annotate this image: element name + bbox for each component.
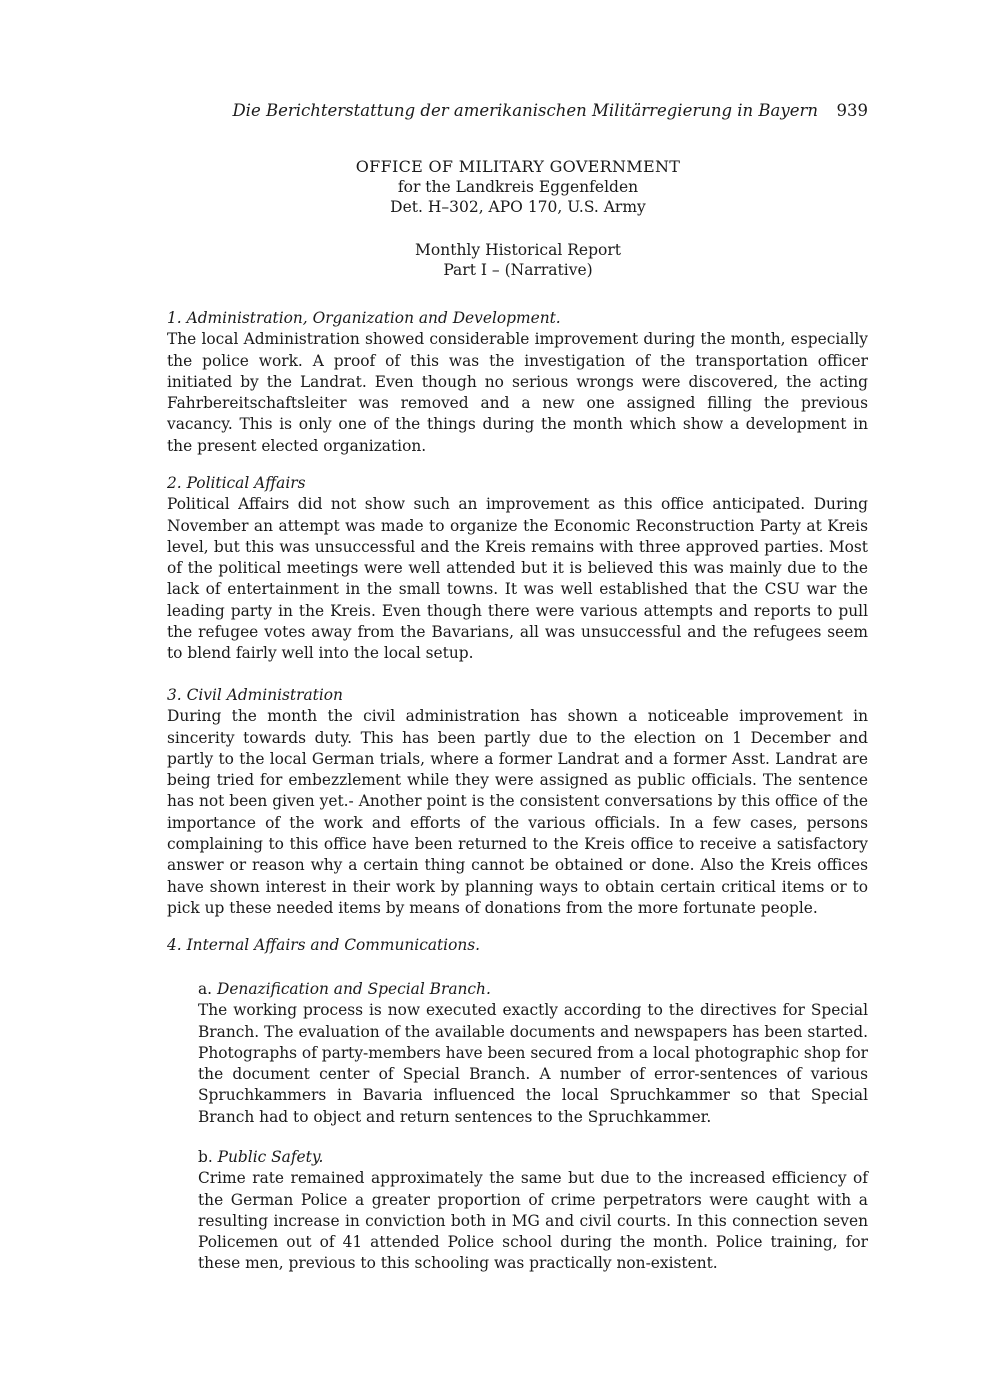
subsection-public-safety <box>198 1147 868 1275</box>
report-title <box>168 240 868 280</box>
section-heading: 2. Political Affairs <box>167 474 306 492</box>
subsection-label: b. <box>198 1148 213 1166</box>
subsection-body: Crime rate remained approximately the same but due to the increased efficiency of the German Police a greater proportion of crime perpetrators were caught with a resulting increase in conviction both in MG and civil courts. In this connection seven Policemen out of 41 attended Police school during the month. Police training, for these men, previous to this schooling was practically non-existent. <box>198 1169 868 1273</box>
office-detachment: Det. H–302, APO 170, U.S. Army <box>390 198 646 216</box>
section-political-affairs <box>167 473 868 665</box>
section-body: Political Affairs did not show such an improvement as this office anticipated. During November an attempt was made to organize the Economic Reconstruction Party at Kreis level, but this was unsuccessful and the Kreis remains with three approved parties. Most of the political meetings were well attended but it is believed this was mainly due to the lack of entertainment in the small towns. It was well established that the CSU war the leading party in the Kreis. Even though there were various attempts and reports to pull the refugee votes away from the Bavarians, all was unsuccessful and the refugees seem to blend fairly well into the local setup. <box>167 495 868 663</box>
subsection-heading <box>198 979 868 1000</box>
section-administration <box>167 308 868 457</box>
office-header <box>168 157 868 217</box>
subsection-denazification <box>198 979 868 1128</box>
section-body: The local Administration showed considerable improvement during the month, especially the police work. A proof of this was the investigation of the transportation officer initiated by the Landrat. Even though no serious wrongs were discovered, the acting Fahrbereitschaftsleiter was removed and a new one assigned filling the previous vacancy. This is only one of the things during the month which show a development in the present elected organization. <box>167 330 868 455</box>
subsection-heading <box>198 1147 868 1168</box>
section-civil-administration <box>167 685 868 919</box>
office-district: for the Landkreis Eggenfelden <box>397 178 639 196</box>
subsection-body: The working process is now executed exactly according to the directives for Special Branch. The evaluation of the available documents and newspapers has been started. Photographs of party-members have been secured from a local photographic shop for the document center of Special Branch. A number of error-sentences of various Spruchkammers in Bavaria influenced the local Spruchkammer so that Special Branch had to object and return sentences to the Spruchkammer. <box>198 1001 868 1126</box>
report-part: Part I – (Narrative) <box>443 261 593 279</box>
subsection-title: Denazification and Special Branch. <box>216 980 491 998</box>
running-title: Die Berichterstattung der amerikanischen Militärregierung in Bayern <box>232 101 818 120</box>
section-body: During the month the civil administration has shown a noticeable improvement in sincerity towards duty. This has been partly due to the election on 1 December and partly to the local German trials, where a former Landrat and a former Asst. Landrat are being tried for embezzlement while they were assigned as public officials. The sentence has not been given yet.- Another point is the consistent conversations by this office of the importance of the work and efforts of the various officials. In a few cases, persons complaining to this office have been returned to the Kreis office to receive a satisfactory answer or reason why a certain thing cannot be obtained or done. Also the Kreis offices have shown interest in their work by planning ways to obtain certain critical items or to pick up these needed items by means of donations from the more fortunate people. <box>167 707 868 917</box>
report-name: Monthly Historical Report <box>415 241 621 259</box>
section-heading: 1. Administration, Organization and Development. <box>167 309 561 327</box>
section-heading: 4. Internal Affairs and Communications. <box>167 936 481 954</box>
section-heading: 3. Civil Administration <box>167 686 343 704</box>
subsection-title: Public Safety. <box>217 1148 324 1166</box>
subsection-label: a. <box>198 980 213 998</box>
section-internal-affairs <box>167 935 868 956</box>
office-name: OFFICE OF MILITARY GOVERNMENT <box>355 157 681 176</box>
page-number: 939 <box>836 101 868 120</box>
